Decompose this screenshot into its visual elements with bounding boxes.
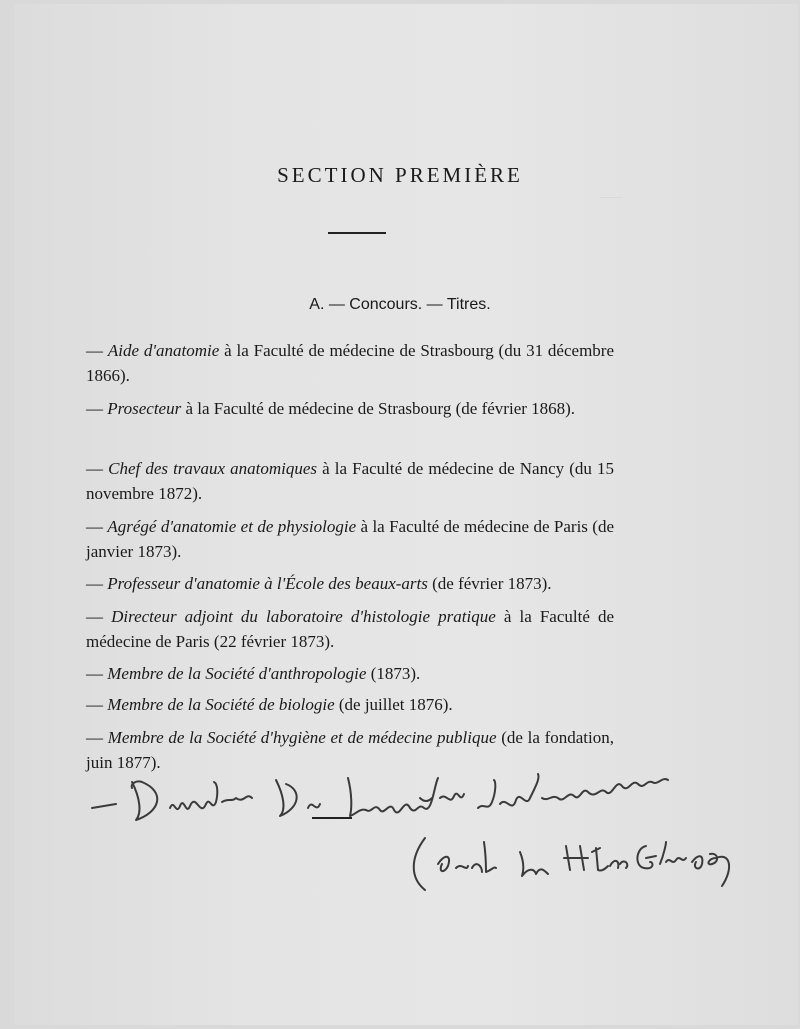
title-rule [328, 232, 386, 234]
handwritten-annotation [80, 768, 780, 898]
entry-agrege: — Agrégé d'anatomie et de physiologie à la Faculté de médecine de Paris (de janvier 1873). [86, 517, 614, 561]
section-title: SECTION PREMIÈRE [277, 163, 523, 187]
entry-societe-anthropologie: — Membre de la Société d'anthropologie (1873). [86, 664, 421, 683]
entry-societe-hygiene: — Membre de la Société d'hygiène et de médecine publique (de la fondation, juin 1877). [86, 728, 614, 772]
entry-societe-biologie: — Membre de la Société de biologie (de juillet 1876). [86, 695, 453, 714]
entry-prosecteur: — Prosecteur à la Faculté de médecine de Strasbourg (de février 1868). [86, 399, 576, 418]
subheading: A. — Concours. — Titres. [309, 296, 491, 313]
entry-professeur-beaux-arts: — Professeur d'anatomie à l'École des beaux-arts (de février 1873). [86, 574, 552, 593]
entry-aide-anatomie: — Aide d'anatomie à la Faculté de médecine de Strasbourg (du 31 décembre 1866). [86, 341, 614, 385]
entry-directeur-adjoint: — Directeur adjoint du laboratoire d'histologie pratique à la Faculté de médecine de Paris (22 février 1873). [86, 607, 614, 651]
bottom-rule [312, 817, 352, 819]
bleed-through: ___ [600, 180, 623, 198]
entry-chef-travaux: — Chef des travaux anatomiques à la Faculté de médecine de Nancy (du 15 novembre 1872). [86, 459, 614, 503]
